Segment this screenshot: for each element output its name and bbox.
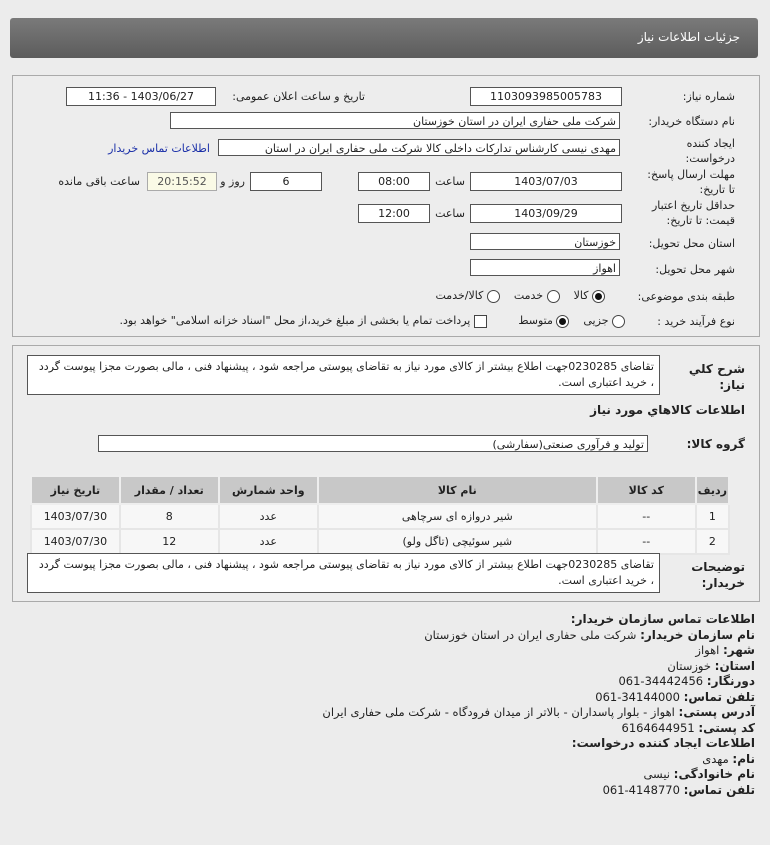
purchase-type-label: نوع فرآیند خرید : (657, 315, 735, 328)
cell-row-number: 1 (696, 504, 729, 529)
org-label: نام سازمان خریدار: (640, 627, 755, 642)
purchase-radio-medium[interactable] (556, 315, 569, 328)
column-header: نام کالا (318, 476, 597, 504)
creator-phone-value: 061-4148770 (602, 782, 680, 797)
validity-time-label: ساعت (435, 207, 465, 220)
creator-label: ایجاد کننده (686, 137, 735, 150)
fax-value: 061-34442456 (618, 674, 704, 688)
purchase-radios (120, 314, 625, 328)
goods-group-field[interactable]: تولید و فرآوری صنعتی(سفارشی) (98, 435, 648, 452)
cell-quantity: 12 (120, 529, 219, 554)
category-option-label: خدمت (513, 289, 544, 302)
cell-unit: عدد (219, 529, 318, 554)
purchase-radio-minor[interactable] (612, 315, 625, 328)
cell-code: -- (597, 529, 696, 554)
validity-time-field[interactable]: 12:00 (358, 204, 430, 223)
name-value: مهدی (702, 751, 729, 766)
purchase-option-label: جزیی (583, 314, 609, 327)
column-header: کد کالا (597, 476, 696, 504)
cell-name: شیر دروازه ای سرچاهی (318, 504, 597, 529)
goods-table (30, 475, 730, 555)
fax-label: دورنگار: (706, 674, 755, 688)
desc-label-2: نیاز: (719, 378, 745, 392)
need-number-label: شماره نیاز: (682, 90, 735, 103)
column-header: ردیف (696, 476, 729, 504)
province-value: خوزستان (667, 658, 711, 673)
buyer-notes: تقاضای 0230285جهت اطلاع بیشتر از کالای مورد نیاز به تقاضای پیوستی مراجعه شود ، پیشنهاد فنی ، مالی بصورت مجزا پیوست گردد ، خرید اعتباری است. (27, 553, 660, 593)
cell-name: شیر سوئیچی (تاگل ولو) (318, 529, 597, 554)
time-label: ساعت (435, 175, 465, 188)
deadline-label: مهلت ارسال پاسخ: (647, 168, 735, 181)
table-row (31, 504, 729, 529)
creator-phone-label: تلفن تماس: (683, 782, 755, 797)
cell-date: 1403/07/30 (31, 529, 120, 554)
postal-label: کد پستی: (698, 720, 755, 735)
payment-note: پرداخت تمام یا بخشی از مبلغ خرید،از محل "اسناد خزانه اسلامی" خواهد بود. (119, 314, 471, 327)
treasury-bonds-checkbox[interactable] (474, 315, 487, 328)
page-header (10, 18, 758, 58)
name-label: نام: (732, 751, 755, 766)
family-label: نام خانوادگی: (673, 767, 755, 781)
announce-field[interactable]: 1403/06/27 - 11:36 (66, 87, 216, 106)
province-label: استان محل تحویل: (648, 237, 735, 250)
buyer-notes-label: توضیحات (691, 560, 745, 574)
creator-field[interactable]: مهدی نیسی کارشناس تدارکات داخلی کالا شرکت ملی حفاری ایران در استان (218, 139, 620, 156)
cell-row-number: 2 (696, 529, 729, 554)
phone-label: تلفن تماس: (683, 689, 755, 704)
column-header: واحد شمارش (219, 476, 318, 504)
category-radio-goods[interactable] (592, 290, 605, 303)
city-field[interactable]: اهواز (470, 259, 620, 276)
cell-unit: عدد (219, 504, 318, 529)
contact-heading: اطلاعات تماس سازمان خریدار: (570, 612, 755, 626)
address-label: آدرس پستی: (678, 705, 755, 719)
city-label: شهر محل تحویل: (655, 263, 735, 276)
days-field[interactable]: 6 (250, 172, 322, 191)
cell-code: -- (597, 504, 696, 529)
category-option-label: کالا/خدمت (435, 289, 484, 302)
column-header: تاریخ نیاز (31, 476, 120, 504)
category-radio-service[interactable] (547, 290, 560, 303)
validity-date-field[interactable]: 1403/09/29 (470, 204, 622, 223)
address-value: اهواز - بلوار پاسداران - بالاتر از میدان فرودگاه - شرکت ملی حفاری ایران (322, 705, 675, 719)
table-header-row (31, 476, 729, 504)
buyer-notes-label-2: خریدار: (701, 576, 745, 590)
remaining-time-field: 20:15:52 (147, 172, 217, 191)
days-label: روز و (220, 175, 245, 188)
goods-group-label: گروه کالا: (686, 437, 745, 451)
creator-label-2: درخواست: (685, 152, 735, 165)
category-option-label: کالا (573, 289, 589, 302)
cell-quantity: 8 (120, 504, 219, 529)
cell-date: 1403/07/30 (31, 504, 120, 529)
remaining-label: ساعت باقی مانده (58, 175, 140, 188)
validity-label: حداقل تاریخ اعتبار (651, 199, 735, 212)
announce-label: تاریخ و ساعت اعلان عمومی: (232, 90, 365, 103)
buyer-contact-link[interactable]: اطلاعات تماس خریدار (108, 142, 210, 155)
province-label: استان: (714, 658, 755, 673)
general-description: تقاضای 0230285جهت اطلاع بیشتر از کالای مورد نیاز به تقاضای پیوستی مراجعه شود ، پیشنهاد فنی ، مالی بصورت مجزا پیوست گردد ، خرید اعتباری است. (27, 355, 660, 395)
column-header: تعداد / مقدار (120, 476, 219, 504)
category-radio-both[interactable] (487, 290, 500, 303)
need-number-field[interactable]: 1103093985005783 (470, 87, 622, 106)
deadline-date-field[interactable]: 1403/07/03 (470, 172, 622, 191)
category-radios (436, 289, 606, 303)
creator-heading: اطلاعات ایجاد کننده درخواست: (571, 736, 755, 750)
desc-label: شرح کلي (688, 362, 745, 376)
table-row (31, 529, 729, 554)
category-label: طبقه بندی موضوعی: (637, 290, 735, 303)
validity-label-2: قیمت: تا تاریخ: (666, 214, 735, 227)
buyer-field[interactable]: شرکت ملی حفاری ایران در استان خوزستان (170, 112, 620, 129)
purchase-option-label: متوسط (518, 314, 553, 327)
deadline-label-2: تا تاریخ: (699, 183, 735, 196)
deadline-time-field[interactable]: 08:00 (358, 172, 430, 191)
goods-heading: اطلاعات کالاهاي مورد نياز (590, 403, 745, 417)
province-field[interactable]: خوزستان (470, 233, 620, 250)
org-value: شرکت ملی حفاری ایران در استان خوزستان (424, 627, 637, 642)
city-label: شهر: (723, 643, 755, 657)
family-value: نیسی (643, 767, 670, 781)
page-title: جزئیات اطلاعات نیاز (637, 30, 740, 44)
city-value: اهواز (695, 643, 720, 657)
buyer-contact-info (322, 612, 755, 798)
postal-value: 6164644951 (621, 720, 695, 735)
phone-value: 061-34144000 (595, 689, 680, 704)
buyer-label: نام دستگاه خریدار: (648, 115, 735, 128)
